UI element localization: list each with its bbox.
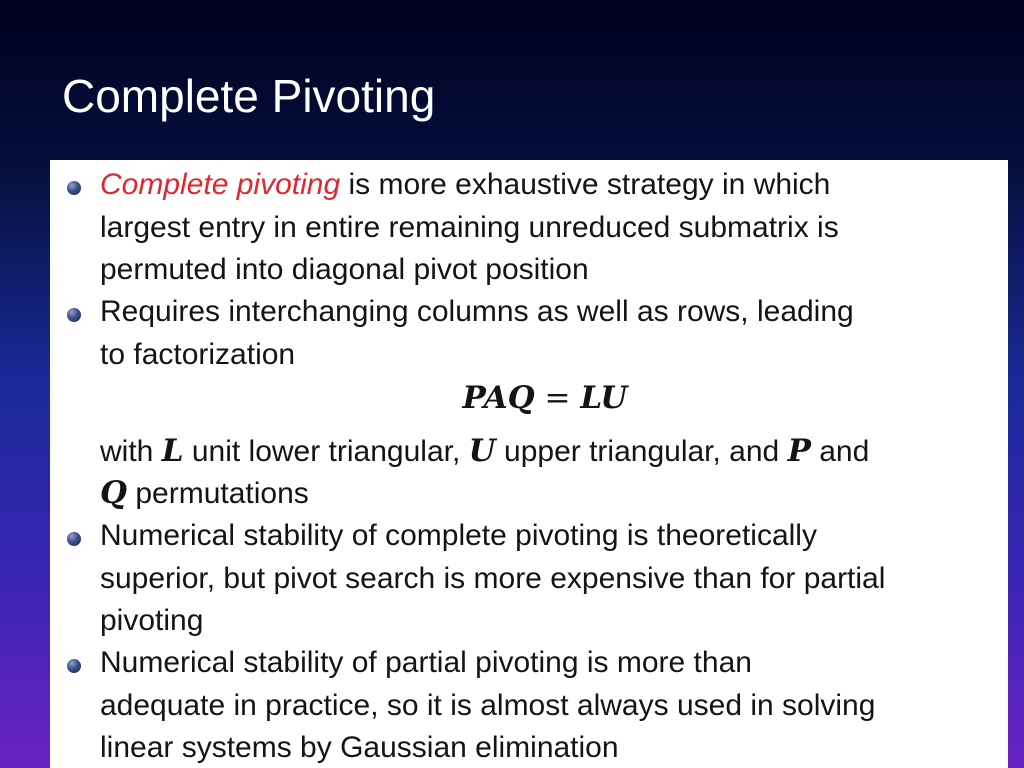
slide-title: Complete Pivoting bbox=[62, 70, 436, 122]
bullet-4-line-3: linear systems by Gaussian elimination bbox=[100, 731, 619, 764]
equation-equals: = bbox=[534, 380, 581, 416]
equation-rhs: LU bbox=[580, 380, 628, 416]
math-variable-q: Q bbox=[100, 475, 128, 511]
equation-lhs: PAQ bbox=[462, 380, 535, 416]
bullet-3-line-2: superior, but pivot search is more expensive than for partial bbox=[100, 561, 886, 595]
math-variable-l: L bbox=[161, 433, 184, 469]
bullet-3-line-1: Numerical stability of complete pivoting is theoretically bbox=[100, 519, 817, 552]
bullet-2-line-1: Requires interchanging columns as well as rows, leading bbox=[100, 295, 854, 328]
math-variable-u: U bbox=[468, 433, 496, 469]
content-panel bbox=[50, 160, 1008, 768]
text-segment: permutations bbox=[127, 477, 309, 510]
bullet-1-line-2: largest entry in entire remaining unreduced submatrix is bbox=[100, 210, 839, 244]
bullet-2-line-3 bbox=[100, 430, 869, 474]
sphere-bullet-icon bbox=[67, 532, 81, 546]
sphere-bullet-icon bbox=[67, 181, 81, 195]
bullet-1-line-3: permuted into diagonal pivot position bbox=[100, 253, 589, 286]
text-segment: upper triangular, and bbox=[495, 435, 788, 468]
bullet-4-line-1: Numerical stability of partial pivoting is more than bbox=[100, 646, 752, 679]
bullet-2-line-4 bbox=[100, 472, 309, 516]
bullet-3-line-3: pivoting bbox=[100, 604, 204, 637]
factorization-equation bbox=[50, 380, 1008, 416]
sphere-bullet-icon bbox=[67, 659, 81, 673]
bullet-1-line-1 bbox=[100, 164, 830, 207]
text-segment: unit lower triangular, bbox=[183, 435, 469, 468]
bullet-1-line-1-text: is more exhaustive strategy in which bbox=[340, 168, 831, 201]
text-segment: and bbox=[810, 435, 870, 468]
sphere-bullet-icon bbox=[67, 308, 81, 322]
text-segment: with bbox=[100, 435, 162, 468]
bullet-2-line-2: to factorization bbox=[100, 338, 296, 371]
highlight-term: Complete pivoting bbox=[100, 168, 341, 201]
math-variable-p: P bbox=[787, 433, 811, 469]
bullet-4-line-2: adequate in practice, so it is almost always used in solving bbox=[100, 688, 876, 722]
